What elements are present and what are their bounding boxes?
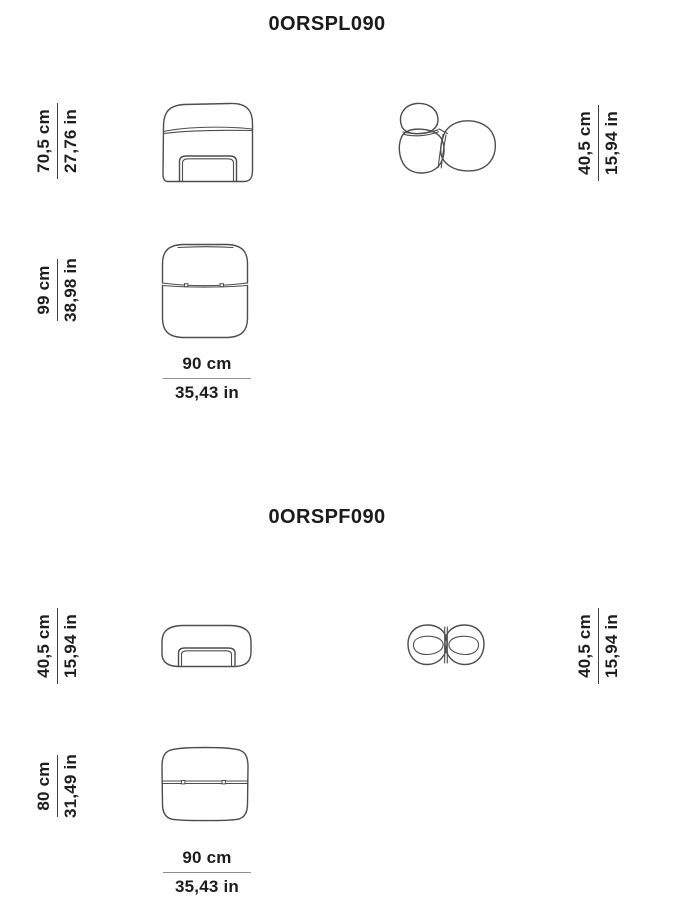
dimension-pouf-width (163, 847, 251, 897)
dimension-in-value: 15,94 in (60, 614, 80, 678)
dimension-lounge-back-height (0, 220, 127, 360)
lounge-front-view-drawing (159, 99, 257, 183)
dimension-cm-value: 90 cm (163, 353, 251, 379)
dimension-in-value: 15,94 in (601, 111, 621, 175)
product-code-lounge: 0ORSPL090 (268, 13, 386, 35)
product-code-pouf: 0ORSPF090 (268, 506, 386, 528)
dimension-cm-value: 90 cm (163, 847, 251, 873)
lounge-side-view-drawing (395, 100, 500, 180)
dimension-in-value: 27,76 in (60, 109, 80, 173)
dimension-pouf-front-height (0, 576, 127, 716)
dimension-cm-value: 40,5 cm (574, 105, 599, 181)
dimension-in-value: 35,43 in (175, 383, 239, 402)
dimension-in-value: 31,49 in (60, 754, 80, 818)
dimension-cm-value: 80 cm (33, 755, 58, 816)
dimension-lounge-width (163, 353, 251, 403)
dimension-pouf-side-height (528, 576, 668, 716)
dimension-in-value: 38,98 in (60, 258, 80, 322)
pouf-top-view-drawing (158, 744, 252, 824)
dimension-lounge-side-height (528, 73, 668, 213)
dimension-cm-value: 40,5 cm (33, 608, 58, 684)
pouf-front-view-drawing (158, 621, 255, 671)
dimension-in-value: 35,43 in (175, 877, 239, 896)
dimension-in-value: 15,94 in (601, 614, 621, 678)
dimension-lounge-front-height (0, 71, 127, 211)
dimension-pouf-back-height (0, 716, 127, 856)
lounge-back-view-drawing (158, 240, 252, 342)
dimension-cm-value: 40,5 cm (574, 608, 599, 684)
dimension-cm-value: 99 cm (33, 259, 58, 320)
dimension-cm-value: 70,5 cm (33, 103, 58, 179)
pouf-side-view-drawing (404, 620, 488, 670)
